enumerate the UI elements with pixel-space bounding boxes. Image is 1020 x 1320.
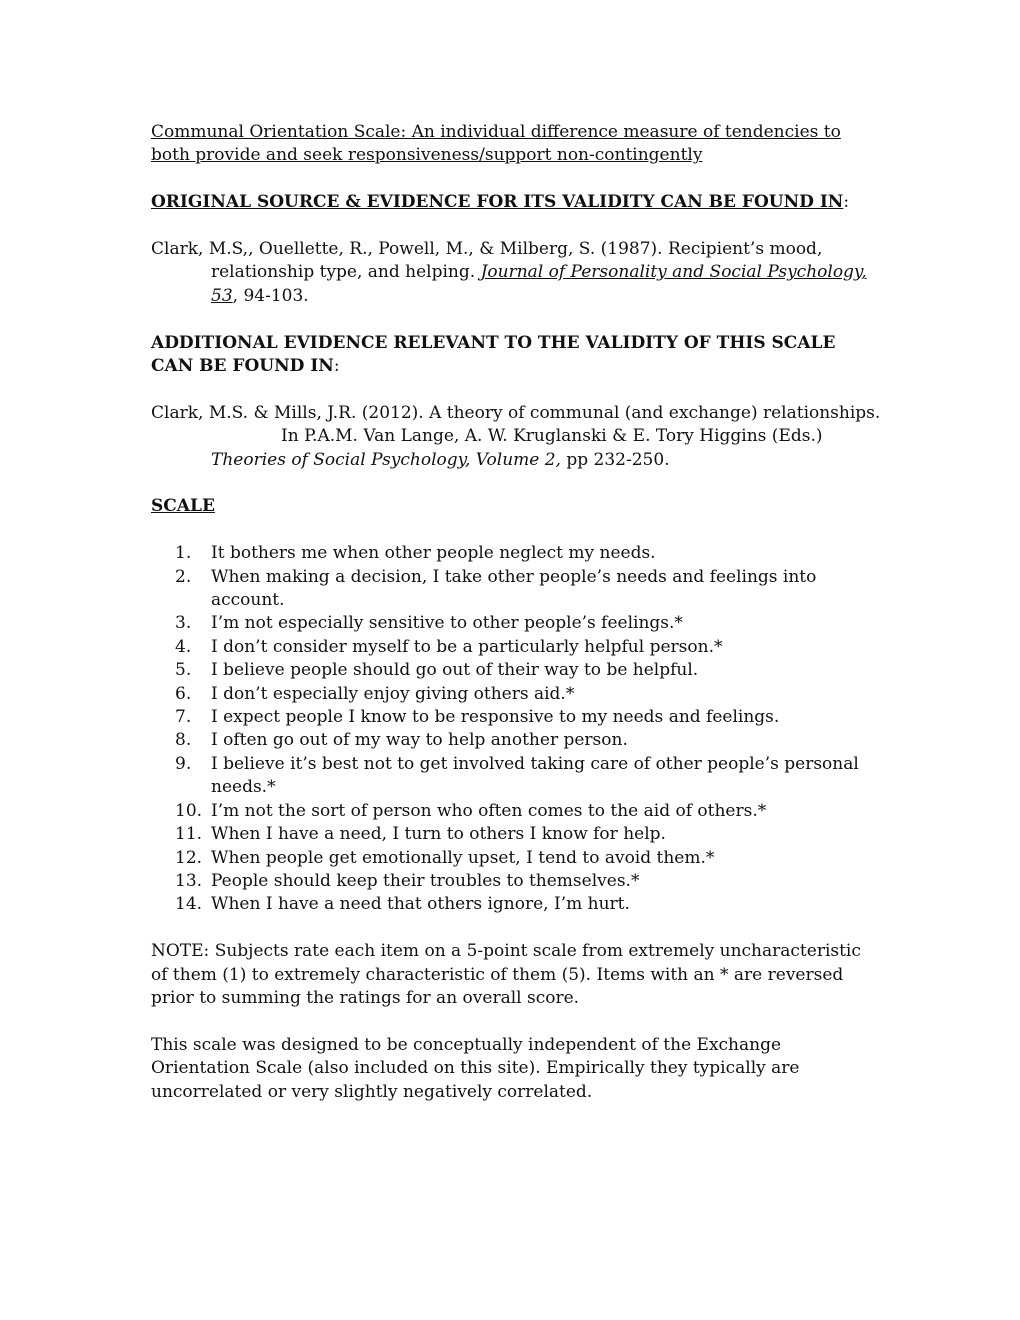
scale-item-14 — [151, 893, 881, 916]
original-source-heading-text: ORIGINAL SOURCE & EVIDENCE FOR ITS VALIDITY CAN BE FOUND IN — [151, 192, 844, 213]
scale-item-text: People should keep their troubles to themselves.* — [211, 870, 640, 891]
scale-item-number: 9. — [175, 753, 192, 774]
scale-item-text: I often go out of my way to help another person. — [211, 730, 628, 751]
additional-citation — [151, 402, 881, 472]
additional-citation-line-1: Clark, M.S. & Mills, J.R. (2012). A theory of communal (and exchange) relationships. — [151, 402, 881, 423]
original-citation-authors: Clark, M.S,, Ouellette, R., Powell, M., & Milberg, S. (1987). Recipient’s mood, relationship type, and helping. — [151, 239, 823, 283]
title-line-1: Communal Orientation Scale: An individual difference measure of tendencies to — [151, 122, 841, 142]
scale-item-5 — [151, 659, 881, 682]
scale-item-text: When I have a need, I turn to others I know for help. — [211, 824, 666, 845]
scale-item-number: 5. — [175, 660, 192, 681]
closing-paragraph: This scale was designed to be conceptually independent of the Exchange Orientation Scale (also included on this site). Empirically they typically are uncorrelated or very slightly negatively correlated. — [151, 1034, 800, 1102]
scale-item-number: 2. — [175, 566, 192, 587]
additional-citation-pages: pp 232-250. — [560, 449, 670, 470]
document-page — [151, 121, 881, 1104]
scale-item-4 — [151, 636, 881, 659]
scale-item-text: I don’t consider myself to be a particularly helpful person.* — [211, 636, 723, 657]
original-citation-pages: , 94-103. — [232, 285, 309, 306]
scale-item-text: I don’t especially enjoy giving others aid.* — [211, 683, 575, 704]
scale-item-9 — [151, 753, 881, 800]
scale-item-13 — [151, 870, 881, 893]
scoring-note: NOTE: Subjects rate each item on a 5-point scale from extremely uncharacteristic of them (1) to extremely characteristic of them (5). Items with an * are reversed prior to summing the ratings for an overall score. — [151, 941, 861, 1008]
scale-item-8 — [151, 729, 881, 752]
additional-evidence-heading-colon: : — [333, 356, 340, 377]
scale-item-number: 3. — [175, 613, 192, 634]
scale-item-12 — [151, 847, 881, 870]
scale-item-text: When making a decision, I take other people’s needs and feelings into account. — [211, 566, 817, 611]
scale-item-11 — [151, 823, 881, 846]
scale-item-number: 1. — [175, 543, 192, 564]
scale-heading: SCALE — [151, 496, 215, 517]
scale-item-number: 14. — [175, 894, 203, 915]
scale-item-2 — [151, 566, 881, 613]
scale-item-number: 6. — [175, 683, 192, 704]
scale-item-number: 10. — [175, 800, 203, 821]
scale-item-3 — [151, 612, 881, 635]
title-line-2: both provide and seek responsiveness/support non-contingently — [151, 145, 703, 166]
scale-item-text: I believe it’s best not to get involved taking care of other people’s personal needs.* — [211, 753, 859, 798]
original-citation — [151, 238, 881, 308]
original-source-heading-colon: : — [843, 192, 850, 213]
original-citation-journal: Journal of Personality and Social Psychology, 53 — [211, 262, 867, 306]
scale-items-list — [151, 542, 881, 917]
scale-item-7 — [151, 706, 881, 729]
scale-item-text: When people get emotionally upset, I tend to avoid them.* — [211, 847, 715, 868]
scale-item-1 — [151, 542, 881, 565]
document-title — [151, 121, 881, 168]
scale-item-text: I believe people should go out of their way to be helpful. — [211, 660, 699, 681]
scale-item-text: I expect people I know to be responsive to my needs and feelings. — [211, 707, 780, 728]
scale-item-number: 13. — [175, 870, 203, 891]
scale-item-number: 11. — [175, 824, 203, 845]
scale-item-text: When I have a need that others ignore, I’m hurt. — [211, 894, 630, 915]
scale-item-10 — [151, 800, 881, 823]
additional-evidence-heading-text: ADDITIONAL EVIDENCE RELEVANT TO THE VALIDITY OF THIS SCALE CAN BE FOUND IN — [151, 332, 836, 377]
scale-item-text: I’m not the sort of person who often comes to the aid of others.* — [211, 800, 767, 821]
additional-citation-book: Theories of Social Psychology, Volume 2, — [211, 449, 561, 470]
additional-evidence-heading — [151, 332, 881, 379]
scale-item-text: It bothers me when other people neglect my needs. — [211, 543, 656, 564]
scale-item-text: I’m not especially sensitive to other people’s feelings.* — [211, 613, 683, 634]
scale-item-number: 12. — [175, 847, 203, 868]
scale-item-number: 8. — [175, 730, 192, 751]
additional-citation-line-2: In P.A.M. Van Lange, A. W. Kruglanski & E. Tory Higgins (Eds.) — [281, 426, 823, 447]
scale-item-number: 7. — [175, 707, 192, 728]
original-source-heading — [151, 191, 881, 214]
scale-item-6 — [151, 683, 881, 706]
scale-item-number: 4. — [175, 636, 192, 657]
